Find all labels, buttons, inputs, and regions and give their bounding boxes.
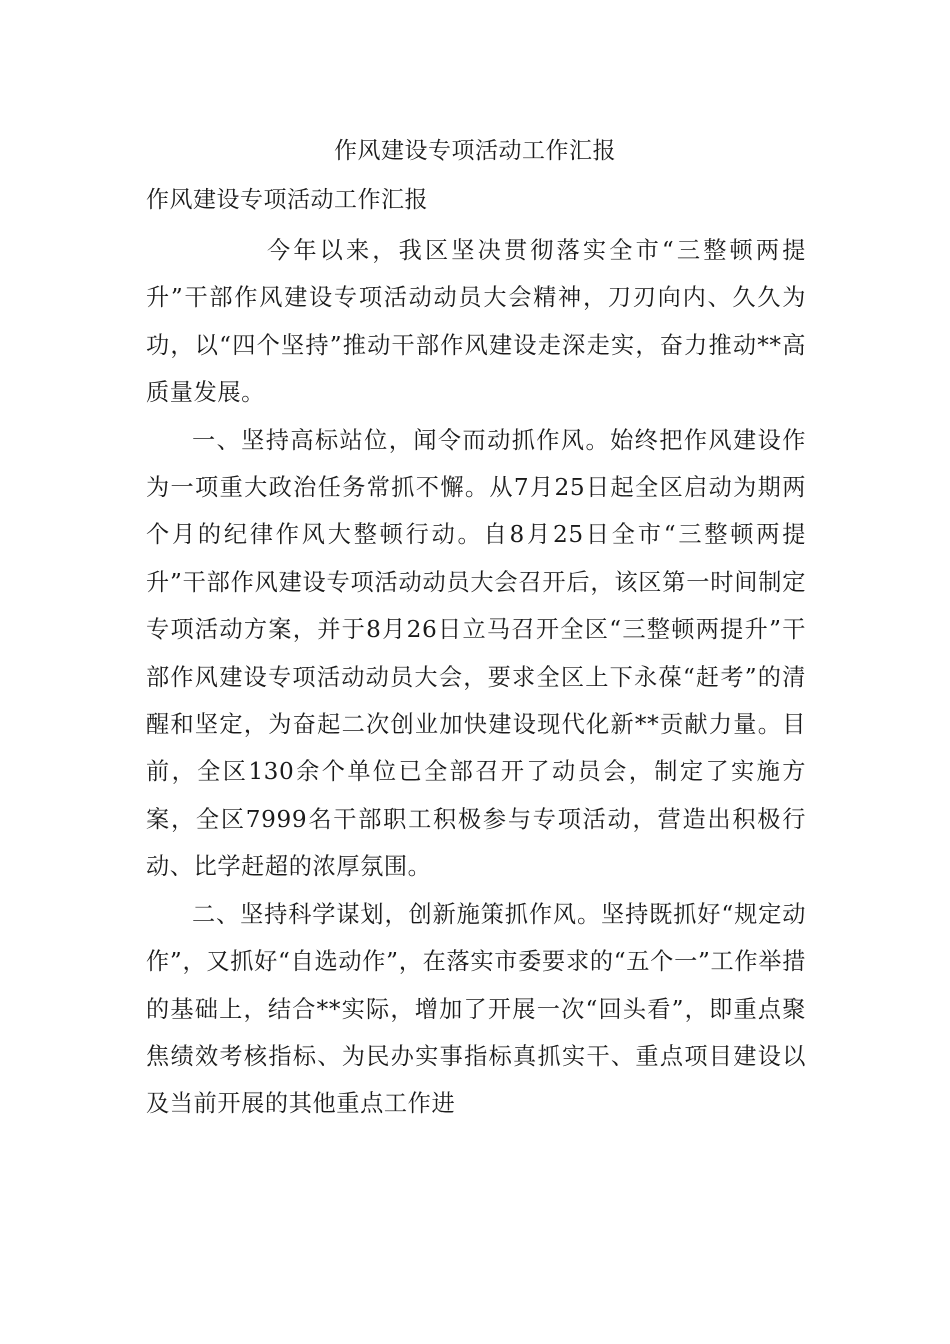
paragraph-section-two: 二、坚持科学谋划，创新施策抓作风。坚持既抓好“规定动作”，又抓好“自选动作”，在落实市委要求的“五个一”工作举措的基础上，结合**实际，增加了开展一次“回头看”，即重点聚焦绩效考核指标、为民办实事指标真抓实干、重点项目建设以及当前开展的其他重点工作进 xyxy=(146,900,806,1118)
document-body xyxy=(146,227,806,1128)
paragraph-intro: 今年以来，我区坚决贯彻落实全市“三整顿两提升”干部作风建设专项活动动员大会精神，刀刃向内、久久为功，以“四个坚持”推动干部作风建设走深走实，奋力推动**高质量发展。 xyxy=(146,237,806,407)
paragraph-section-one: 一、坚持高标站位，闻令而动抓作风。始终把作风建设作为一项重大政治任务常抓不懈。从7月25日起全区启动为期两个月的纪律作风大整顿行动。自8月25日全市“三整顿两提升”干部作风建设专项活动动员大会召开后，该区第一时间制定专项活动方案，并于8月26日立马召开全区“三整顿两提升”干部作风建设专项活动动员大会，要求全区上下永葆“赶考”的清醒和坚定，为奋起二次创业加快建设现代化新**贡献力量。目前，全区130余个单位已全部召开了动员会，制定了实施方案，全区7999名干部职工积极参与专项活动，营造出积极行动、比学赶超的浓厚氛围。 xyxy=(146,426,806,881)
document-title: 作风建设专项活动工作汇报 xyxy=(334,138,616,164)
document-subtitle: 作风建设专项活动工作汇报 xyxy=(146,187,428,213)
